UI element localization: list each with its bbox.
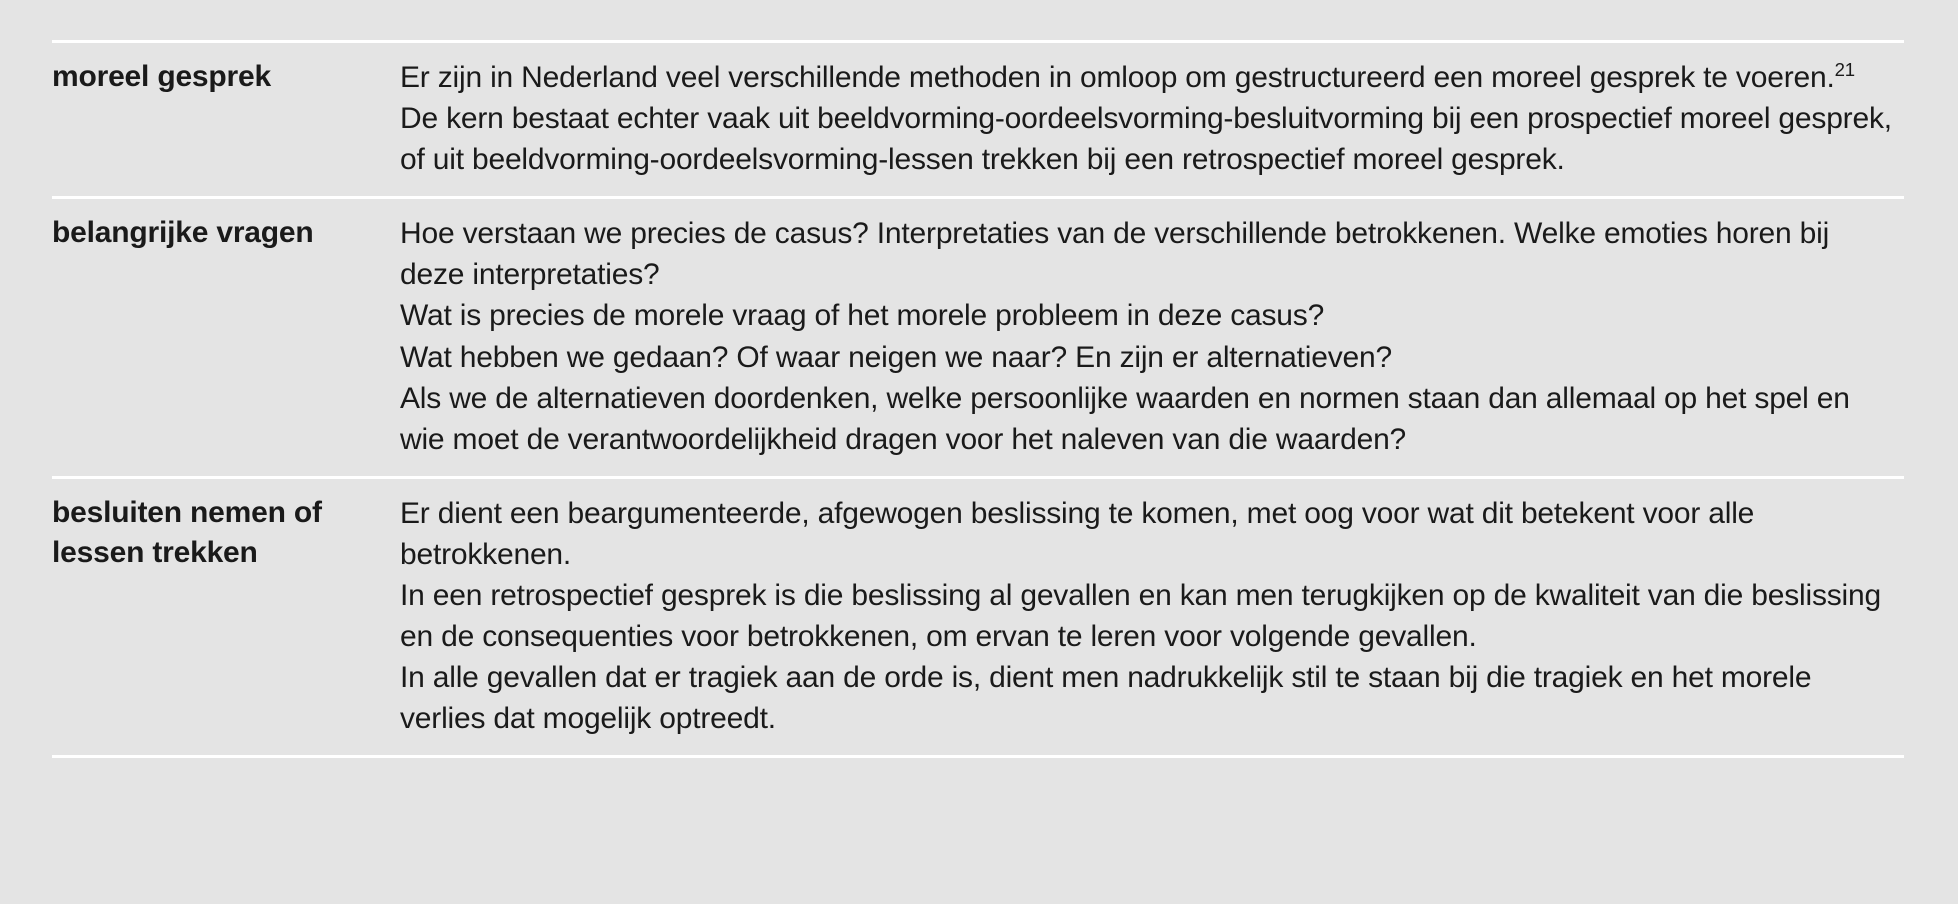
term-line: lessen trekken xyxy=(52,536,258,570)
description-cell xyxy=(400,477,1904,757)
description-paragraph: Als we de alternatieven doordenken, welke persoonlijke waarden en normen staan dan allemaal op het spel en wie moet de verantwoordelijkheid dragen voor het naleven van die waarden? xyxy=(400,381,1850,456)
description-cell xyxy=(400,42,1904,198)
table-bottom-rule xyxy=(52,757,1904,795)
table-footer-rule xyxy=(52,757,1904,795)
term-line: besluiten nemen of xyxy=(52,495,322,529)
term-line: moreel gesprek xyxy=(52,60,271,93)
description-cell xyxy=(400,198,1904,478)
table-row xyxy=(52,477,1904,757)
footnote-marker: 21 xyxy=(1834,59,1855,80)
description-paragraph: Er dient een beargumenteerde, afgewogen beslissing te komen, met oog voor wat dit betekent voor alle betrokkenen. xyxy=(400,496,1755,571)
description-paragraph: Wat hebben we gedaan? Of waar neigen we naar? En zijn er alternatieven? xyxy=(400,340,1393,374)
description-paragraph: Er zijn in Nederland veel verschillende methoden in omloop om gestructureerd een moreel gesprek te voeren.$^{21}$ De kern bestaat echter vaak uit beeldvorming-oordeelsvorming-besluitvorming bij een prospectief moreel gesprek, of uit beeldvorming-oordeelsvorming-lessen trekken bij een retrospectief moreel gesprek. xyxy=(400,59,1892,177)
term-cell xyxy=(52,477,400,757)
table-body xyxy=(52,42,1904,795)
description-paragraph: In een retrospectief gesprek is die beslissing al gevallen en kan men terugkijken op de kwaliteit van die beslissing en de consequenties voor betrokkenen, om ervan te leren voor volgende gevallen. xyxy=(400,579,1881,654)
description-paragraph: In alle gevallen dat er tragiek aan de orde is, dient men nadrukkelijk stil te staan bij die tragiek en het morele verlies dat mogelijk optreedt. xyxy=(400,661,1812,736)
description-paragraph: Wat is precies de morele vraag of het morele probleem in deze casus? xyxy=(400,299,1325,333)
term-line: belangrijke vragen xyxy=(52,216,314,250)
table-row xyxy=(52,198,1904,478)
term-cell xyxy=(52,42,400,198)
term-cell xyxy=(52,198,400,478)
description-paragraph: Hoe verstaan we precies de casus? Interpretaties van de verschillende betrokkenen. Welke emoties horen bij deze interpretaties? xyxy=(400,217,1830,292)
terminology-table xyxy=(52,40,1904,794)
table-row xyxy=(52,42,1904,198)
